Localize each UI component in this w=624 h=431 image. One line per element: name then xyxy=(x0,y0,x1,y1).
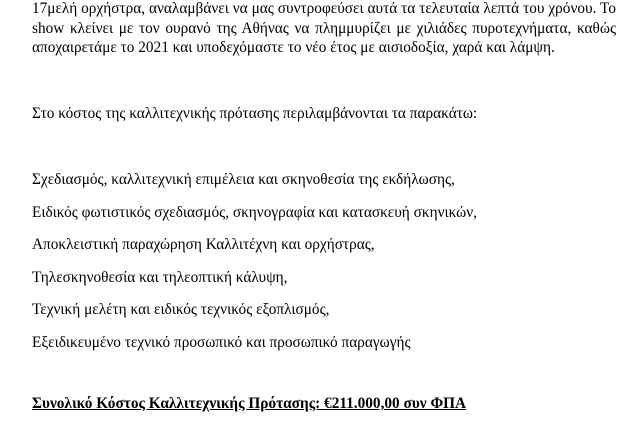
cost-item: Εξειδικευμένο τεχνικό προσωπικό και προσωπικό παραγωγής xyxy=(32,333,411,351)
cost-item: Ειδικός φωτιστικός σχεδιασμός, σκηνογραφία και κατασκευή σκηνικών, xyxy=(32,203,477,221)
intro-paragraph: 17μελή ορχήστρα, αναλαμβάνει να μας συντροφεύσει αυτά τα τελευταία λεπτά του χρόνου. Το show κλείνει με τον ουρανό της Αθήνας να πλημμυρίζει με χιλιάδες πυροτεχνήματα, καθώς αποχαιρετάμε το 2021 και υποδεχόμαστε το νέο έτος με αισιοδοξία, χαρά και λάμψη. xyxy=(32,0,616,56)
cost-item: Τηλεσκηνοθεσία και τηλεοπτική κάλυψη, xyxy=(32,268,288,286)
cost-items-list xyxy=(32,170,477,366)
cost-item: Αποκλειστική παραχώρηση Καλλιτέχνη και ορχήστρας, xyxy=(32,236,375,254)
cost-item: Σχεδιασμός, καλλιτεχνική επιμέλεια και σκηνοθεσία της εκδήλωσης, xyxy=(32,171,455,188)
cost-item: Τεχνική μελέτη και ειδικός τεχνικός εξοπλισμός, xyxy=(32,301,330,319)
lead-sentence: Στο κόστος της καλλιτεχνικής πρότασης περιλαμβάνονται τα παρακάτω: xyxy=(32,105,478,122)
total-cost-line: Συνολικό Κόστος Καλλιτεχνικής Πρότασης: €211.000,00 συν ΦΠΑ xyxy=(32,395,467,412)
